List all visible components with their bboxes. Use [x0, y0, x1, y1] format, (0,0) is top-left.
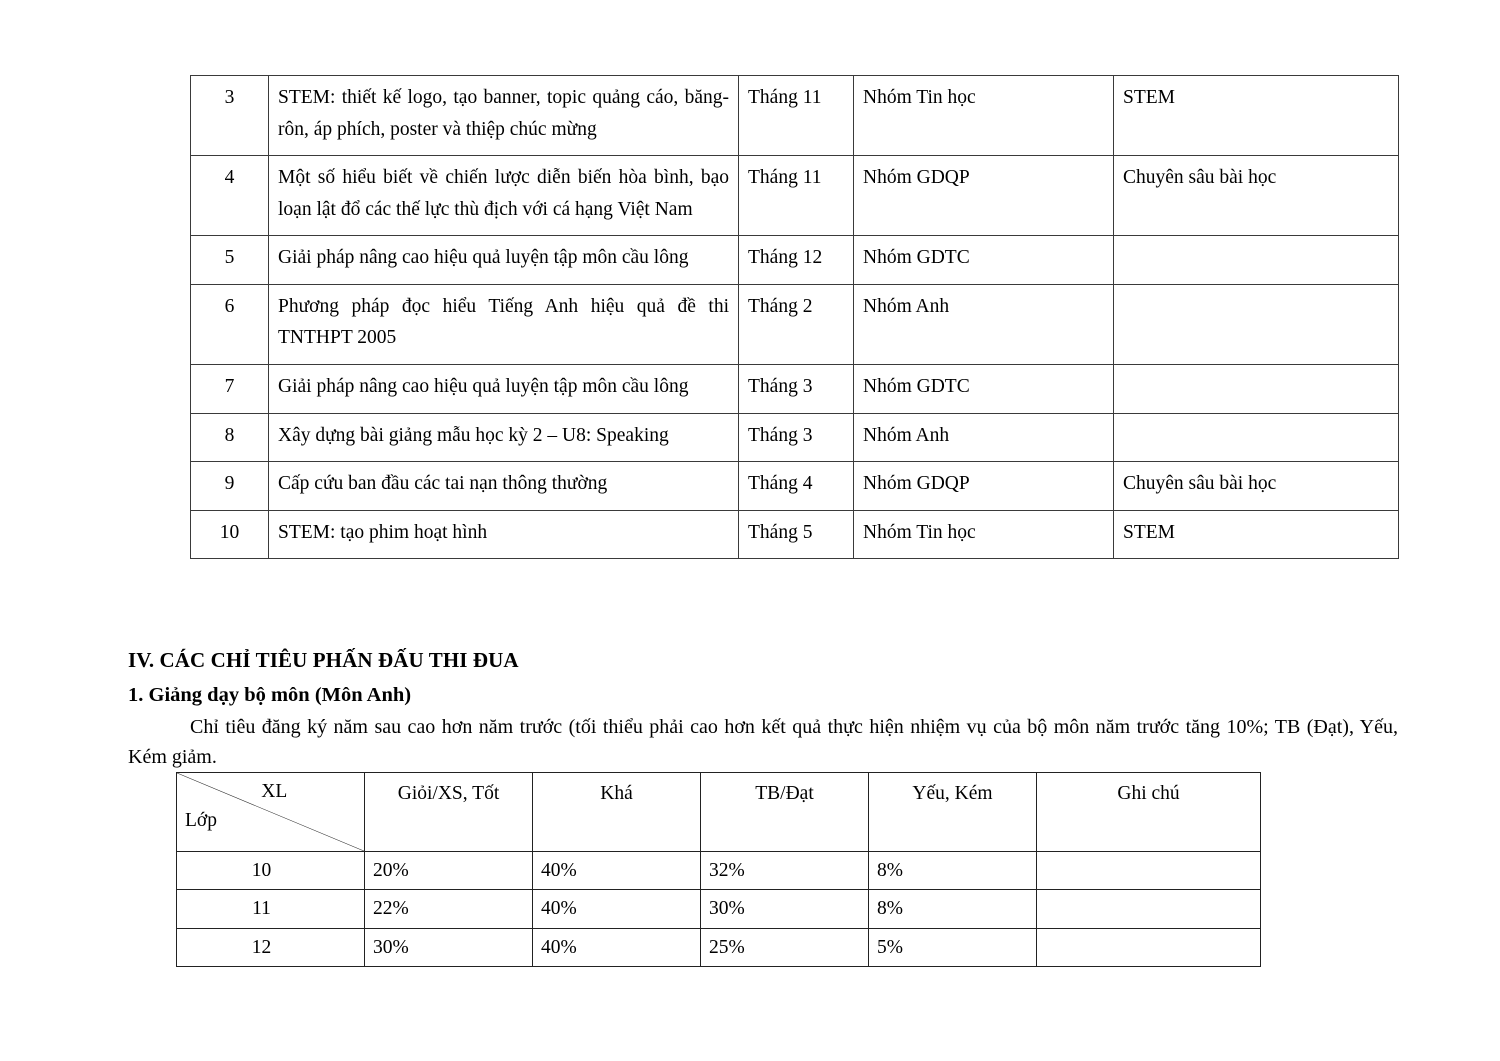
note-value-cell: [1037, 928, 1261, 966]
kha-value-cell: 40%: [533, 890, 701, 928]
table-row: [191, 236, 1399, 285]
row-number-cell: 4: [191, 156, 269, 236]
row-number-cell: 10: [191, 510, 269, 559]
row-group-cell: Nhóm GDTC: [854, 365, 1114, 414]
row-content-cell: Cấp cứu ban đầu các tai nạn thông thường: [269, 462, 739, 511]
row-time-cell: Tháng 11: [739, 156, 854, 236]
table-row: [191, 365, 1399, 414]
table-row: [191, 156, 1399, 236]
gioi-value-cell: 20%: [365, 852, 533, 890]
row-number-cell: 6: [191, 284, 269, 364]
row-group-cell: Nhóm GDTC: [854, 236, 1114, 285]
row-note-cell: STEM: [1114, 510, 1399, 559]
row-time-cell: Tháng 2: [739, 284, 854, 364]
tb-value-cell: 30%: [701, 890, 869, 928]
row-content-cell: STEM: tạo phim hoạt hình: [269, 510, 739, 559]
table-row: [177, 890, 1261, 928]
row-note-cell: STEM: [1114, 76, 1399, 156]
row-group-cell: Nhóm Tin học: [854, 510, 1114, 559]
table-row: [191, 510, 1399, 559]
diagonal-header-cell: [177, 773, 365, 852]
note-value-cell: [1037, 852, 1261, 890]
row-content-cell: Phương pháp đọc hiểu Tiếng Anh hiệu quả đề thi TNTHPT 2005: [269, 284, 739, 364]
column-header-ghi: Ghi chú: [1037, 773, 1261, 852]
yeu-value-cell: 5%: [869, 928, 1037, 966]
row-note-cell: [1114, 413, 1399, 462]
row-group-cell: Nhóm GDQP: [854, 462, 1114, 511]
gioi-value-cell: 22%: [365, 890, 533, 928]
activity-plan-table-container: [190, 75, 1398, 559]
table-row: [191, 284, 1399, 364]
table-row: [191, 76, 1399, 156]
row-note-cell: Chuyên sâu bài học: [1114, 462, 1399, 511]
kha-value-cell: 40%: [533, 852, 701, 890]
gioi-value-cell: 30%: [365, 928, 533, 966]
row-time-cell: Tháng 3: [739, 413, 854, 462]
row-group-cell: Nhóm Anh: [854, 284, 1114, 364]
row-time-cell: Tháng 3: [739, 365, 854, 414]
row-time-cell: Tháng 12: [739, 236, 854, 285]
row-time-cell: Tháng 5: [739, 510, 854, 559]
row-time-cell: Tháng 4: [739, 462, 854, 511]
row-time-cell: Tháng 11: [739, 76, 854, 156]
row-group-cell: Nhóm GDQP: [854, 156, 1114, 236]
row-number-cell: 8: [191, 413, 269, 462]
row-note-cell: [1114, 365, 1399, 414]
yeu-value-cell: 8%: [869, 852, 1037, 890]
target-table-header-row: [177, 773, 1261, 852]
section-paragraph: Chỉ tiêu đăng ký năm sau cao hơn năm trước (tối thiểu phải cao hơn kết quả thực hiện nhiệm vụ của bộ môn năm trước tăng 10%; TB (Đạt), Yếu, Kém giảm.: [128, 716, 1398, 769]
section-heading: IV. CÁC CHỈ TIÊU PHẤN ĐẤU THI ĐUA: [128, 648, 519, 672]
table-row: [191, 462, 1399, 511]
target-table: [176, 772, 1261, 967]
grade-cell: 11: [177, 890, 365, 928]
row-number-cell: 3: [191, 76, 269, 156]
row-content-cell: Xây dựng bài giảng mẫu học kỳ 2 – U8: Speaking: [269, 413, 739, 462]
row-number-cell: 5: [191, 236, 269, 285]
corner-label-bottom: Lớp: [185, 809, 217, 831]
row-content-cell: Giải pháp nâng cao hiệu quả luyện tập môn cầu lông: [269, 236, 739, 285]
row-group-cell: Nhóm Anh: [854, 413, 1114, 462]
row-note-cell: [1114, 236, 1399, 285]
row-content-cell: STEM: thiết kế logo, tạo banner, topic quảng cáo, băng-rôn, áp phích, poster và thiệp chúc mừng: [269, 76, 739, 156]
column-header-kha: Khá: [533, 773, 701, 852]
row-note-cell: [1114, 284, 1399, 364]
section-subheading: 1. Giảng dạy bộ môn (Môn Anh): [128, 683, 412, 706]
note-value-cell: [1037, 890, 1261, 928]
grade-cell: 12: [177, 928, 365, 966]
corner-label-top: XL: [261, 781, 288, 802]
yeu-value-cell: 8%: [869, 890, 1037, 928]
column-header-tb: TB/Đạt: [701, 773, 869, 852]
row-note-cell: Chuyên sâu bài học: [1114, 156, 1399, 236]
tb-value-cell: 25%: [701, 928, 869, 966]
tb-value-cell: 32%: [701, 852, 869, 890]
grade-cell: 10: [177, 852, 365, 890]
section-text-block: [128, 645, 1398, 772]
row-number-cell: 7: [191, 365, 269, 414]
row-number-cell: 9: [191, 462, 269, 511]
column-header-yeu: Yếu, Kém: [869, 773, 1037, 852]
activity-plan-table: [190, 75, 1399, 559]
target-table-container: [176, 772, 1260, 967]
column-header-gioi: Giỏi/XS, Tốt: [365, 773, 533, 852]
row-content-cell: Giải pháp nâng cao hiệu quả luyện tập môn cầu lông: [269, 365, 739, 414]
row-group-cell: Nhóm Tin học: [854, 76, 1114, 156]
table-row: [177, 852, 1261, 890]
kha-value-cell: 40%: [533, 928, 701, 966]
row-content-cell: Một số hiểu biết về chiến lược diễn biến hòa bình, bạo loạn lật đổ các thế lực thù địch với cá hạng Việt Nam: [269, 156, 739, 236]
table-row: [177, 928, 1261, 966]
table-row: [191, 413, 1399, 462]
